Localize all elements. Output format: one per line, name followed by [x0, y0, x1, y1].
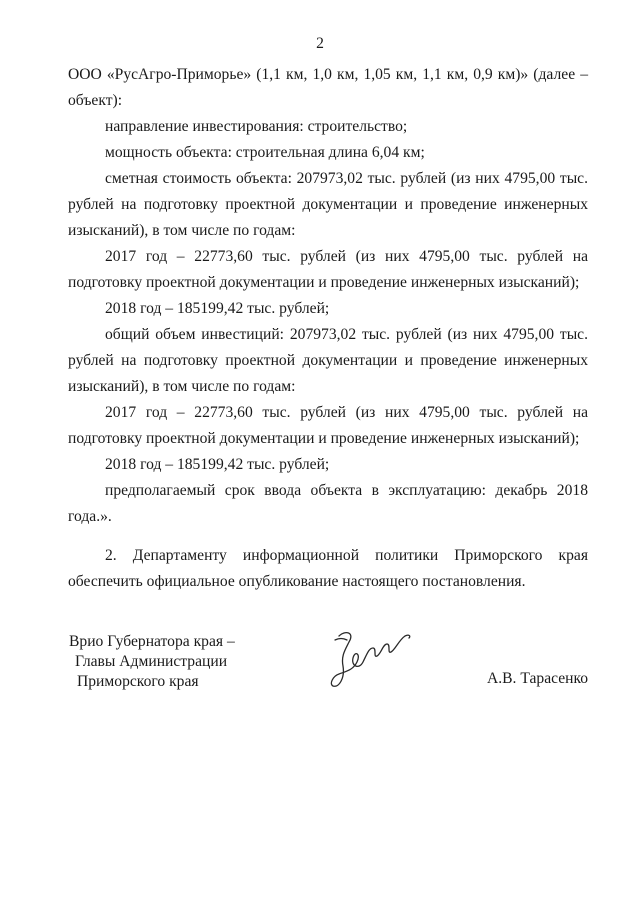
paragraph-investment-2017: 2017 год – 22773,60 тыс. рублей (из них 4795,00 тыс. рублей на подготовку проектной документации и проведение инженерных изысканий); — [68, 404, 588, 447]
signature-title-line: Главы Администрации — [75, 653, 228, 670]
page-number: 2 — [316, 35, 324, 52]
paragraph-cost-2017: 2017 год – 22773,60 тыс. рублей (из них 4795,00 тыс. рублей на подготовку проектной документации и проведение инженерных изысканий); — [68, 248, 588, 291]
paragraph-investment-direction: направление инвестирования: строительство; — [105, 118, 408, 135]
paragraph-investment-2018: 2018 год – 185199,42 тыс. рублей; — [105, 456, 330, 473]
paragraph-total-investment: общий объем инвестиций: 207973,02 тыс. рублей (из них 4795,00 тыс. рублей на подготовку проектной документации и проведение инженерных изысканий), в том числе по годам: — [68, 326, 588, 395]
signature-title — [69, 632, 235, 692]
paragraph-object-capacity: мощность объекта: строительная длина 6,04 км; — [105, 144, 425, 161]
signature-title-line: Врио Губернатора края – — [69, 633, 235, 650]
paragraph-publication-order: 2. Департаменту информационной политики Приморского края обеспечить официальное опубликование настоящего постановления. — [68, 547, 588, 590]
paragraph-commissioning-date: предполагаемый срок ввода объекта в эксплуатацию: декабрь 2018 года.». — [68, 482, 588, 525]
signature-title-line: Приморского края — [77, 673, 199, 690]
paragraph-object-intro: ООО «РусАгро-Приморье» (1,1 км, 1,0 км, 1,05 км, 1,1 км, 0,9 км)» (далее – объект): — [68, 66, 588, 109]
signatory-name: А.В. Тарасенко — [487, 670, 589, 687]
handwritten-signature — [325, 626, 417, 694]
paragraph-estimated-cost: сметная стоимость объекта: 207973,02 тыс. рублей (из них 4795,00 тыс. рублей на подготовку проектной документации и проведение инженерных изысканий), в том числе по годам: — [68, 170, 588, 239]
document-body — [68, 62, 588, 595]
paragraph-cost-2018: 2018 год – 185199,42 тыс. рублей; — [105, 300, 330, 317]
